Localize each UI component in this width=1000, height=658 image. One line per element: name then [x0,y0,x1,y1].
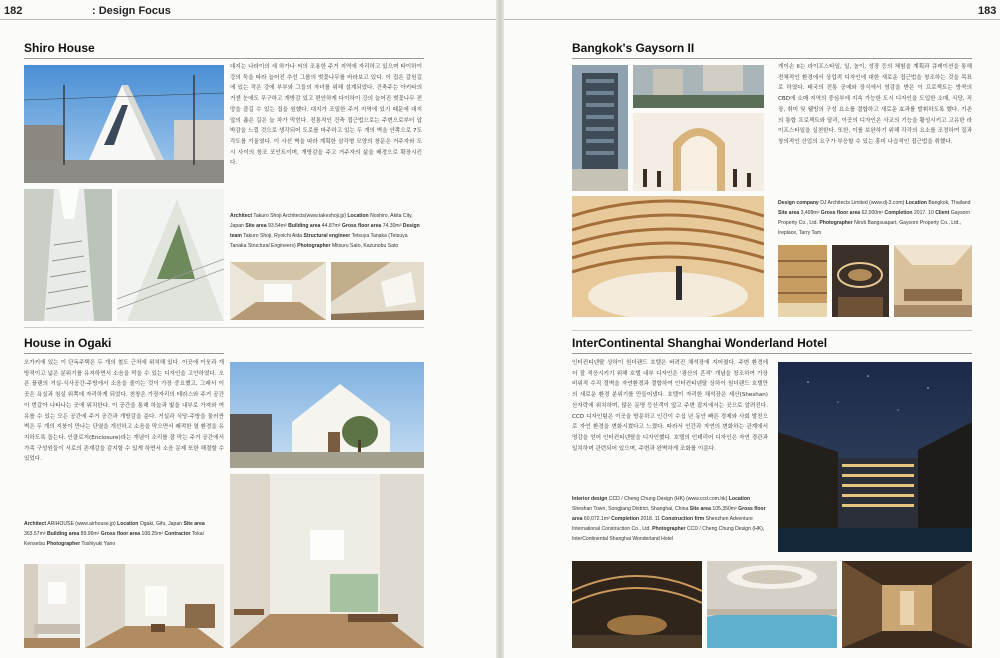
article-body: 오가키에 있는 이 단독주택은 두 개의 철도 근처에 위치해 있다. 이곳에 이웃과 개방적이고 넓은 분위기를 유지하면서 소음을 막을 수 있는 디자인을 고안하였다. 오픈 플랜의 거실-식사공간-주방에서 소음을 줄이는 것이 가장 중요했고, 그래서 이곳은 욕실과 침실 위쪽에 자리하게 되었다. 천창은 가장자리의 테라스와 주거 공간이 번갈아 나타나는 곳에 위치한다. 이 공간을 통해 하늘과 빛을 내부로 가져와 여유를 수 있는 모든 공간에 주거 공간과 개방감을 준다. 거실과 식당-주방을 둘러싼 벽은 두 개의 지붕이 만나는 단열을 개선하고 소음을 막으면서 쾌적한 열 환경을 유지하도록 돕는다. 인클로저(Enclosure)라는 개념이 소리를 잘 막는 주거 공간에서 가족 구성원들이 서로의 존재감을 감지할 수 있게 하면서 소음 문제 또한 해결할 수 있었다. [24,360,224,463]
title-rule [24,58,424,59]
article-credits [24,519,224,549]
gaysorn-lounge-photo [894,245,972,317]
credit-label: Site area [245,223,267,229]
credit-label: Architect [24,521,47,527]
shiro-house-attic-photo [331,262,424,320]
credit-value: Mitsuru Sato, Kazunobu Sato [331,243,399,249]
article-title: Bangkok's Gaysorn II [572,41,695,55]
credit-label: Gross floor area [572,506,766,522]
credit-value: Takuro Shoji, Ryoichi Aida [243,233,303,239]
credit-label: Gross floor area [341,223,382,229]
ogaki-house-kitchen-photo [24,564,80,648]
credit-value: Tetsuya Tanaka (Tetsuya Tanaka Structural Engineers) [230,233,408,249]
credit-label: Photographer [652,526,686,532]
gaysorn-curved-wood-photo [572,196,764,317]
credit-label: Completion [884,210,913,216]
credit-label: Construction firm [661,516,705,522]
section-divider [572,330,972,331]
shiro-house-room-photo [230,262,326,320]
article-title: InterContinental Shanghai Wonderland Hotel [572,336,828,350]
ogaki-house-hall-photo [85,564,224,648]
title-rule [24,353,224,354]
article-body: 대지는 나라이의 세 하가나 씨의 조용한 주거 지역에 자리하고 있으며 타이하이 강의 둑을 따라 늘어진 추선 그룹의 벚꽃나무를 바라보고 있다. 이 집은 갈원길에 있는 작은 강에 부부와 그들의 자녀를 위해 설계되었다. 건축주는 아키타의 거센 눈에도 무구하고 개방감 있고 편안하게 다이하이 강의 늘어진 벚꽃나무 전망을 즐길 수 있는 집을 원했다. 대지가 조밀한 주거 지역에 있기 때문에 대지 앞의 좁은 길은 늘 차가 막힌다. 전통적인 건축 접근법으로는 주변으로부터 압박감을 느낄 것으로 생각되어 도로를 마주하고 있는 두 개의 벽을 안쪽으로 7도 각도를 기울였다. 이 사선 벽을 따라 계획한 삼각형 모양의 창문은 거주자와 도시 사이의 창조 포인트이며, 개방감을 주고 거주자의 삶을 배경으로 확장시킨다. [230,64,422,167]
article-body: 게이손 II는 라이프스타일, 일, 놀이, 성장 등의 체험을 계획과 큐레이션을 통해 전체적인 환경에서 상업적 디자인에 대한 새로운 접근법을 창조하는 것을 목표로 하였다. 태국의 전통 공예와 장식에서 영감을 받은 이 프로젝트는 방콕의 CBD에 소매 지역의 중심부에 지속 가능한 도시 디자인을 도입한 소매, 식당, 직장, 취미 및 웰빙의 구성 요소를 결합하고 새로운 효과를 발휘하도록 했다. 기존의 통합 프로젝트와 달리, 이곳의 디자인은 사교의 기능을 활성시키고 고유한 라이프스타일을 실천한다. 또한, 이를 보완하기 위해 각각의 요소를 조정하여 질과 창의적인 산업의 요구가 부응할 수 있는 흥미 나습적인 접근법을 취했다. [778,64,972,145]
shiro-house-exterior-photo [24,65,224,183]
credit-label: Design company [778,200,819,206]
credit-value: 60,072.1m² [583,516,610,522]
credit-label: Location [728,496,751,502]
credit-value: Noshiro, Akita City, Japan [230,213,413,229]
credit-label: Photographer [819,220,853,226]
article-title: Shiro House [24,41,95,55]
credit-label: Photographer [46,541,81,547]
right-page-number: 183 [978,5,997,17]
ogaki-house-living-photo [230,474,424,648]
article-credits [230,211,424,251]
credit-label: Site area [689,506,711,512]
credit-label: Interior design [572,496,608,502]
shiro-house-window-photo [117,189,224,321]
credit-value: ARIHOUSE (www.airhouse.jp) [47,521,116,527]
credit-label: Site area [778,210,800,216]
credit-value: 74.30m² [382,223,402,229]
intercontinental-pool-photo [707,561,837,648]
left-page-number: 182 [4,5,23,17]
gaysorn-atrium-photo [633,113,764,191]
credit-value: Bangkok, Thailand [928,200,971,206]
shiro-house-stair-photo [24,189,112,321]
gaysorn-tower-photo [572,65,628,191]
credit-value: Sheshan Town, Songjiang District, Shanghai, China [572,506,689,512]
credit-value: CCD / Cheng Chung Design (HK) (www.ccd.com.hk) [608,496,728,502]
credit-value: Tokai Kensetsu [24,531,204,547]
credit-value: Ogaki, Gifu, Japan [139,521,183,527]
credit-value: CCD / Cheng Chung Design (HK), InterContinental Shanghai Wonderland Hotel [572,526,765,542]
section-divider [24,327,424,328]
credit-value: 3,499m² [800,210,820,216]
credit-label: Gross floor area [820,210,861,216]
article-title: House in Ogaki [24,336,112,350]
ogaki-house-exterior-photo [230,362,424,468]
credit-label: Design team [230,223,420,239]
header-rule-left [0,19,496,20]
article-body: 인터컨티넨탈 상하이 원더랜드 호텔은 버려진 채석장에 지어졌다. 주변 환경에 더 잘 적응시키기 위해 호텔 내부 디자인은 '광산의 흔적' 개념을 창조하여 가장 비위적 수직 절벽을 자연환경과 결합하여 인터컨티넨탈 상하이 원더랜드 호텔만의 새로운 환경 분위기를 만들어냈다. 호텔이 자리한 채석장은 세산(Sheshan) 산자락에 위치하며, 많은 문명 등산객이 앞고 주변 잡지에서는 곳으로 알려진다. CCD 디자인팀은 이곳을 방문하고 인간이 수십 년 동안 빠른 경제와 사회 발전으로 자연 환경을 변화시켰다고 느꼈다. 따라서 인간과 자연의 변화하는 관계에서 영감을 얻어 인터컨티넨탈을 디자인했다. 호텔의 인테리어 디자인은 자연 경관과 일치하며 관련되어 있으며, 주변과 완벽하게 조화를 이룬다. [572,360,768,452]
credit-value: 108.25m² [141,531,164,537]
credit-value: Shenzhen Adventure International Construction Co., Ltd. [572,516,753,532]
intercontinental-corridor-photo [842,561,972,648]
title-rule [572,58,972,59]
credit-value: 2017. 10 [913,210,934,216]
credit-value: 62,000m² [861,210,884,216]
credit-value: 89.96m² [80,531,100,537]
credit-label: Client [935,210,950,216]
credit-value: 363.57m² [24,531,46,537]
credit-value: Niruti Bangsuapart, Gaysorn Property Co., Ltd., Ireplace, Tarry Tam [778,220,962,236]
credit-label: Structural engineer [303,233,351,239]
credit-value: DJ Architects Limited (www.dj-3.com) [820,200,905,206]
credit-value: Gaysorn Property Co., Ltd. [778,210,971,226]
header-rule-right [504,19,1000,20]
credit-label: Location [905,200,927,206]
credit-label: Photographer [297,243,331,249]
gaysorn-aerial-photo [633,65,764,108]
credit-value: 44.87m² [321,223,341,229]
article-credits [778,198,972,238]
credit-label: Gross floor area [100,531,141,537]
credit-label: Completion [611,516,640,522]
credit-label: Location [347,213,369,219]
credit-label: Site area [183,521,205,527]
credit-label: Architect [230,213,253,219]
credit-value: 93.54m² [267,223,287,229]
book-gutter [496,0,504,658]
gaysorn-lobby-photo [832,245,889,317]
intercontinental-night-photo [778,362,972,552]
title-rule [572,353,972,354]
credit-label: Building area [46,531,80,537]
credit-value: 105,350m² [712,506,737,512]
credit-label: Location [117,521,139,527]
article-credits [572,494,768,544]
section-title: : Design Focus [92,5,171,17]
credit-value: Takuro Shoji Architects(www.takeshoji.jp) [253,213,346,219]
credit-label: Contractor [164,531,191,537]
credit-value: Toshiyuki Yano [81,541,116,547]
gaysorn-shop-photo [778,245,827,317]
intercontinental-restaurant-photo [572,561,702,648]
credit-value: 2018. 11 [640,516,660,522]
credit-label: Building area [288,223,321,229]
